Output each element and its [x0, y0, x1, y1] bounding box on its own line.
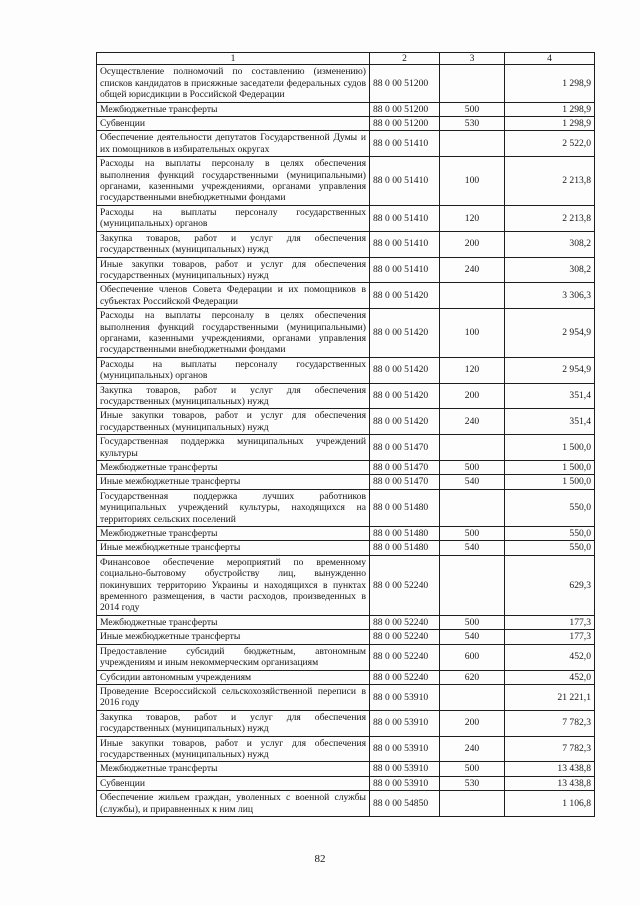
row-code-cell: 88 0 00 51420 — [370, 409, 440, 435]
row-name-cell: Предоставление субсидий бюджетным, автономным учреждениям и иным некоммерческим организациям — [97, 644, 370, 670]
row-name-cell: Субсидии автономным учреждениям — [97, 670, 370, 684]
table-row — [97, 309, 595, 358]
row-type-cell: 500 — [440, 615, 505, 629]
row-name-cell: Межбюджетные трансферты — [97, 762, 370, 776]
table-row — [97, 670, 595, 684]
row-amount-cell: 550,0 — [505, 489, 595, 526]
row-code-cell: 88 0 00 51480 — [370, 489, 440, 526]
row-name-cell: Закупка товаров, работ и услуг для обеспечения государственных (муниципальных) нужд — [97, 383, 370, 409]
row-name-cell: Закупка товаров, работ и услуг для обеспечения государственных (муниципальных) нужд — [97, 231, 370, 257]
row-type-cell: 200 — [440, 383, 505, 409]
row-code-cell: 88 0 00 53910 — [370, 762, 440, 776]
table-row — [97, 630, 595, 644]
row-type-cell: 530 — [440, 117, 505, 131]
row-amount-cell: 21 221,1 — [505, 684, 595, 710]
page-number: 82 — [314, 853, 326, 865]
row-code-cell: 88 0 00 51420 — [370, 283, 440, 309]
row-name-cell: Обеспечение членов Совета Федерации и их помощников в субъектах Российской Федерации — [97, 283, 370, 309]
row-code-cell: 88 0 00 52240 — [370, 630, 440, 644]
table-row — [97, 102, 595, 116]
table-row — [97, 65, 595, 102]
row-type-cell: 500 — [440, 461, 505, 475]
row-amount-cell: 308,2 — [505, 257, 595, 283]
row-amount-cell: 2 954,9 — [505, 357, 595, 383]
table-row — [97, 157, 595, 206]
row-code-cell: 88 0 00 51410 — [370, 257, 440, 283]
row-name-cell: Иные закупки товаров, работ и услуг для обеспечения государственных (муниципальных) нужд — [97, 409, 370, 435]
header-cell-4: 4 — [505, 53, 595, 65]
row-amount-cell: 2 213,8 — [505, 157, 595, 206]
row-code-cell: 88 0 00 52240 — [370, 615, 440, 629]
row-code-cell: 88 0 00 51420 — [370, 357, 440, 383]
row-code-cell: 88 0 00 51470 — [370, 435, 440, 461]
row-code-cell: 88 0 00 53910 — [370, 736, 440, 762]
row-type-cell: 200 — [440, 231, 505, 257]
row-amount-cell: 1 298,9 — [505, 117, 595, 131]
row-amount-cell: 629,3 — [505, 555, 595, 615]
row-type-cell: 120 — [440, 357, 505, 383]
row-amount-cell: 177,3 — [505, 630, 595, 644]
row-type-cell: 530 — [440, 776, 505, 790]
table-row — [97, 541, 595, 555]
table-row — [97, 205, 595, 231]
row-name-cell: Межбюджетные трансферты — [97, 102, 370, 116]
table-row — [97, 791, 595, 817]
row-amount-cell: 1 500,0 — [505, 461, 595, 475]
row-type-cell: 240 — [440, 257, 505, 283]
row-amount-cell: 1 298,9 — [505, 65, 595, 102]
table-row — [97, 357, 595, 383]
row-type-cell: 100 — [440, 309, 505, 358]
row-type-cell: 120 — [440, 205, 505, 231]
row-amount-cell: 7 782,3 — [505, 736, 595, 762]
row-code-cell: 88 0 00 51420 — [370, 309, 440, 358]
table-row — [97, 776, 595, 790]
row-name-cell: Иные закупки товаров, работ и услуг для обеспечения государственных (муниципальных) нужд — [97, 257, 370, 283]
row-amount-cell: 1 298,9 — [505, 102, 595, 116]
row-amount-cell: 308,2 — [505, 231, 595, 257]
row-code-cell: 88 0 00 51470 — [370, 475, 440, 489]
row-type-cell — [440, 555, 505, 615]
table-row — [97, 117, 595, 131]
table-row — [97, 710, 595, 736]
row-code-cell: 88 0 00 51410 — [370, 131, 440, 157]
row-code-cell: 88 0 00 51410 — [370, 157, 440, 206]
row-amount-cell: 1 106,8 — [505, 791, 595, 817]
row-code-cell: 88 0 00 51200 — [370, 117, 440, 131]
row-type-cell: 600 — [440, 644, 505, 670]
row-name-cell: Субвенции — [97, 117, 370, 131]
row-type-cell — [440, 131, 505, 157]
table-row — [97, 555, 595, 615]
table-row — [97, 257, 595, 283]
row-type-cell — [440, 684, 505, 710]
row-type-cell: 240 — [440, 409, 505, 435]
row-type-cell: 500 — [440, 102, 505, 116]
row-type-cell: 540 — [440, 541, 505, 555]
row-name-cell: Осуществление полномочий по составлению (изменению) списков кандидатов в присяжные заседатели федеральных судов общей юрисдикции в Российской Федерации — [97, 65, 370, 102]
row-name-cell: Государственная поддержка лучших работников муниципальных учреждений культуры, находящихся на территориях сельских поселений — [97, 489, 370, 526]
row-type-cell: 100 — [440, 157, 505, 206]
row-amount-cell: 351,4 — [505, 409, 595, 435]
table-row — [97, 283, 595, 309]
row-type-cell: 500 — [440, 527, 505, 541]
row-code-cell: 88 0 00 51410 — [370, 205, 440, 231]
row-name-cell: Закупка товаров, работ и услуг для обеспечения государственных (муниципальных) нужд — [97, 710, 370, 736]
row-amount-cell: 3 306,3 — [505, 283, 595, 309]
row-type-cell — [440, 489, 505, 526]
row-code-cell: 88 0 00 51470 — [370, 461, 440, 475]
budget-table — [96, 52, 595, 817]
row-type-cell: 540 — [440, 475, 505, 489]
row-amount-cell: 13 438,8 — [505, 762, 595, 776]
row-code-cell: 88 0 00 52240 — [370, 670, 440, 684]
header-cell-2: 2 — [370, 53, 440, 65]
table-row — [97, 383, 595, 409]
table-header-row — [97, 53, 595, 65]
table-row — [97, 684, 595, 710]
row-code-cell: 88 0 00 53910 — [370, 684, 440, 710]
row-name-cell: Субвенции — [97, 776, 370, 790]
row-name-cell: Проведение Всероссийской сельскохозяйственной переписи в 2016 году — [97, 684, 370, 710]
row-amount-cell: 1 500,0 — [505, 435, 595, 461]
row-type-cell — [440, 435, 505, 461]
row-name-cell: Расходы на выплаты персоналу государственных (муниципальных) органов — [97, 205, 370, 231]
row-amount-cell: 177,3 — [505, 615, 595, 629]
row-code-cell: 88 0 00 52240 — [370, 644, 440, 670]
table-row — [97, 615, 595, 629]
row-type-cell — [440, 791, 505, 817]
row-code-cell: 88 0 00 51480 — [370, 541, 440, 555]
table-row — [97, 736, 595, 762]
row-type-cell: 500 — [440, 762, 505, 776]
row-amount-cell: 2 213,8 — [505, 205, 595, 231]
row-name-cell: Финансовое обеспечение мероприятий по временному социально-бытовому обустройству лиц, вынужденно покинувших территорию Украины и находящихся в пунктах временного размещения, в части расходов, произведенных в 2014 году — [97, 555, 370, 615]
row-type-cell: 620 — [440, 670, 505, 684]
table-row — [97, 131, 595, 157]
row-amount-cell: 452,0 — [505, 670, 595, 684]
row-type-cell: 240 — [440, 736, 505, 762]
row-amount-cell: 550,0 — [505, 541, 595, 555]
table-row — [97, 489, 595, 526]
header-cell-3: 3 — [440, 53, 505, 65]
table-row — [97, 762, 595, 776]
table-row — [97, 527, 595, 541]
row-code-cell: 88 0 00 51480 — [370, 527, 440, 541]
table-row — [97, 435, 595, 461]
header-cell-1: 1 — [97, 53, 370, 65]
row-amount-cell: 1 500,0 — [505, 475, 595, 489]
row-code-cell: 88 0 00 51420 — [370, 383, 440, 409]
row-amount-cell: 452,0 — [505, 644, 595, 670]
row-amount-cell: 2 954,9 — [505, 309, 595, 358]
row-name-cell: Расходы на выплаты персоналу в целях обеспечения выполнения функций государственными (муниципальными) органами, казенными учреждениями, органами управления государственными внебюджетными фондами — [97, 157, 370, 206]
row-code-cell: 88 0 00 51200 — [370, 102, 440, 116]
row-code-cell: 88 0 00 53910 — [370, 710, 440, 736]
row-type-cell: 200 — [440, 710, 505, 736]
row-amount-cell: 351,4 — [505, 383, 595, 409]
row-name-cell: Обеспечение жильем граждан, уволенных с военной службы (службы), и приравненных к ним лиц — [97, 791, 370, 817]
row-name-cell: Иные межбюджетные трансферты — [97, 475, 370, 489]
row-name-cell: Межбюджетные трансферты — [97, 461, 370, 475]
row-amount-cell: 550,0 — [505, 527, 595, 541]
row-code-cell: 88 0 00 51200 — [370, 65, 440, 102]
row-name-cell: Расходы на выплаты персоналу в целях обеспечения выполнения функций государственными (муниципальными) органами, казенными учреждениями, органами управления государственными внебюджетными фондами — [97, 309, 370, 358]
table-row — [97, 461, 595, 475]
row-name-cell: Иные межбюджетные трансферты — [97, 541, 370, 555]
row-amount-cell: 7 782,3 — [505, 710, 595, 736]
row-name-cell: Межбюджетные трансферты — [97, 615, 370, 629]
table-row — [97, 231, 595, 257]
row-name-cell: Расходы на выплаты персоналу государственных (муниципальных) органов — [97, 357, 370, 383]
table-row — [97, 475, 595, 489]
row-name-cell: Обеспечение деятельности депутатов Государственной Думы и их помощников в избирательных округах — [97, 131, 370, 157]
row-name-cell: Межбюджетные трансферты — [97, 527, 370, 541]
row-name-cell: Государственная поддержка муниципальных учреждений культуры — [97, 435, 370, 461]
row-code-cell: 88 0 00 51410 — [370, 231, 440, 257]
row-code-cell: 88 0 00 53910 — [370, 776, 440, 790]
table-row — [97, 409, 595, 435]
row-type-cell — [440, 283, 505, 309]
row-code-cell: 88 0 00 54850 — [370, 791, 440, 817]
row-type-cell: 540 — [440, 630, 505, 644]
row-amount-cell: 13 438,8 — [505, 776, 595, 790]
row-name-cell: Иные закупки товаров, работ и услуг для обеспечения государственных (муниципальных) нужд — [97, 736, 370, 762]
row-name-cell: Иные межбюджетные трансферты — [97, 630, 370, 644]
table-row — [97, 644, 595, 670]
row-code-cell: 88 0 00 52240 — [370, 555, 440, 615]
row-amount-cell: 2 522,0 — [505, 131, 595, 157]
row-type-cell — [440, 65, 505, 102]
